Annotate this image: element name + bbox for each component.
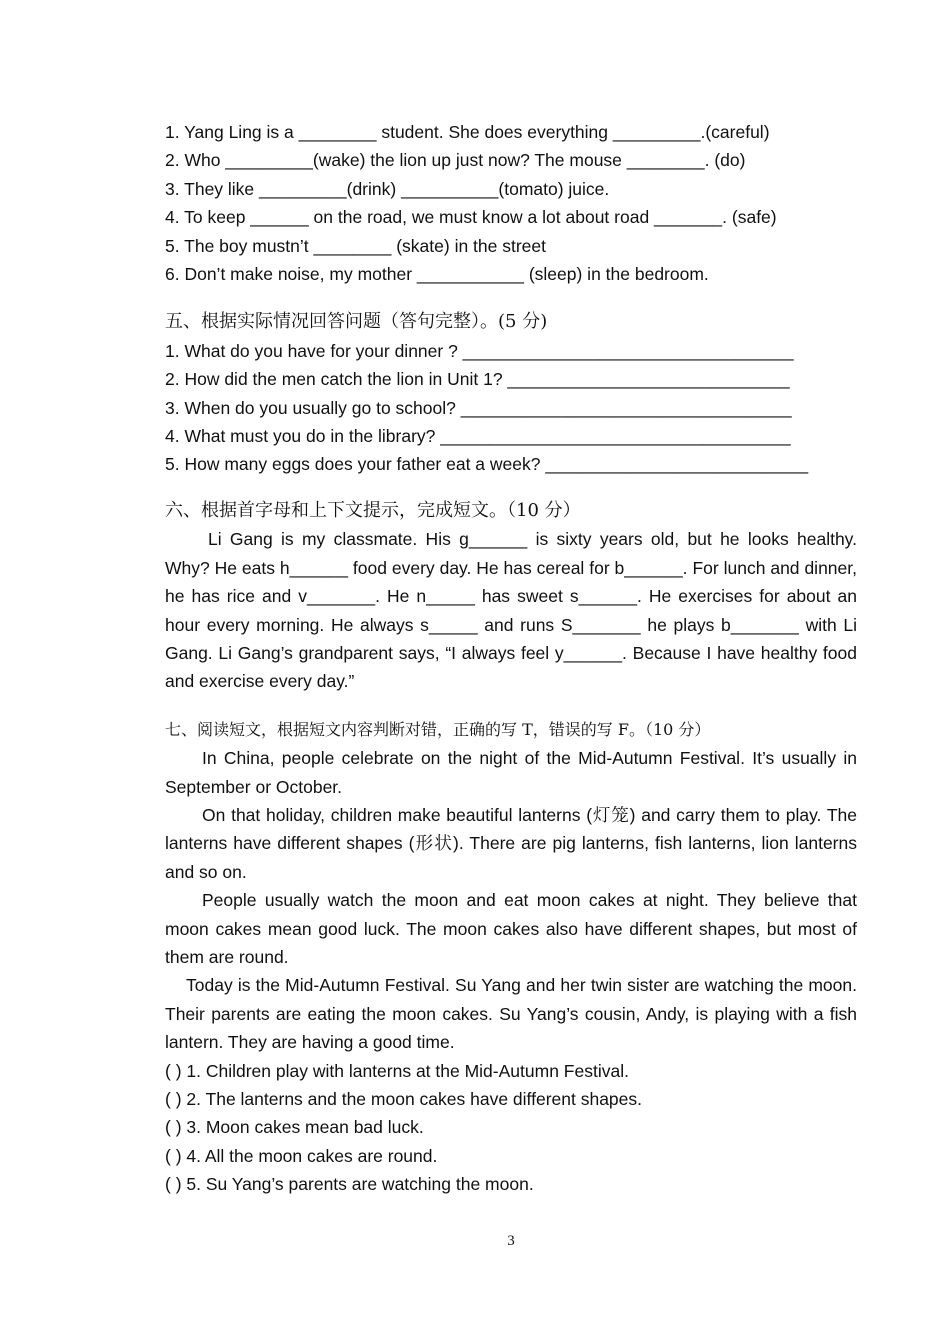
exercise-item-4: 4. To keep ______ on the road, we must know a lot about road _______. (safe) bbox=[165, 207, 777, 228]
reading-paragraph-2: On that holiday, children make beautiful lanterns (灯笼) and carry them to play. The lanterns have different shapes (形状). There are pig lanterns, fish lanterns, lion lanterns and so on. bbox=[165, 804, 857, 882]
exercise-item-1: 1. Yang Ling is a ________ student. She does everything _________.(careful) bbox=[165, 122, 770, 142]
true-false-statement-2: ( ) 2. The lanterns and the moon cakes have different shapes. bbox=[165, 1089, 643, 1109]
question-4: 4. What must you do in the library? ____________________________________ bbox=[165, 426, 791, 447]
true-false-statement-3: ( ) 3. Moon cakes mean bad luck. bbox=[165, 1117, 424, 1138]
exercise-item-2: 2. Who _________(wake) the lion up just now? The mouse ________. (do) bbox=[165, 150, 746, 171]
question-1: 1. What do you have for your dinner ? __________________________________ bbox=[165, 340, 794, 361]
section-4-exercises bbox=[165, 118, 857, 288]
exercise-item-5: 5. The boy mustn’t ________ (skate) in the street bbox=[165, 235, 547, 256]
reading-paragraph-1: In China, people celebrate on the night of the Mid-Autumn Festival. It’s usually in September or October. bbox=[165, 748, 857, 797]
exercise-item-6: 6. Don’t make noise, my mother ___________ (sleep) in the bedroom. bbox=[165, 264, 709, 285]
section-6-cloze bbox=[165, 497, 857, 696]
reading-paragraph-3: People usually watch the moon and eat moon cakes at night. They believe that moon cakes mean good luck. The moon cakes also have different shapes, but most of them are round. bbox=[165, 890, 857, 967]
section-5-heading: 五、根据实际情况回答问题（答句完整）。(5 分) bbox=[165, 311, 548, 333]
true-false-statement-1: ( ) 1. Children play with lanterns at the Mid-Autumn Festival. bbox=[165, 1060, 629, 1081]
question-3: 3. When do you usually go to school? __________________________________ bbox=[165, 397, 792, 418]
page-number: 3 bbox=[507, 1233, 515, 1249]
section-7-reading bbox=[165, 716, 857, 1199]
section-6-heading: 六、根据首字母和上下文提示，完成短文。（10 分） bbox=[165, 499, 581, 521]
question-2: 2. How did the men catch the lion in Unit 1? _____________________________ bbox=[165, 369, 790, 390]
cloze-passage: Li Gang is my classmate. His g______ is sixty years old, but he looks healthy. Why? He eats h______ food every day. He has cereal for b______. For lunch and dinner, he has rice and v_______. He n_____ has sweet s______. He exercises for about an hour every morning. He always s_____ and runs S_______ he plays b_______ with Li Gang. Li Gang’s grandparent says, “I always feel y______. Because I have healthy food and exercise every day.” bbox=[165, 529, 857, 692]
worksheet-page bbox=[165, 118, 857, 1199]
exercise-item-3: 3. They like _________(drink) __________(tomato) juice. bbox=[165, 178, 610, 199]
question-5: 5. How many eggs does your father eat a week? ___________________________ bbox=[165, 454, 809, 475]
true-false-statement-5: ( ) 5. Su Yang’s parents are watching the moon. bbox=[165, 1174, 534, 1195]
section-7-heading: 七、阅读短文，根据短文内容判断对错，正确的写 T，错误的写 F。（10 分） bbox=[165, 719, 711, 739]
reading-paragraph-4: Today is the Mid-Autumn Festival. Su Yang and her twin sister are watching the moon. Their parents are eating the moon cakes. Su Yang’s cousin, Andy, is playing with a fish lantern. They are having a good time. bbox=[165, 975, 857, 1053]
true-false-statement-4: ( ) 4. All the moon cakes are round. bbox=[165, 1145, 438, 1166]
section-5-questions bbox=[165, 308, 857, 478]
